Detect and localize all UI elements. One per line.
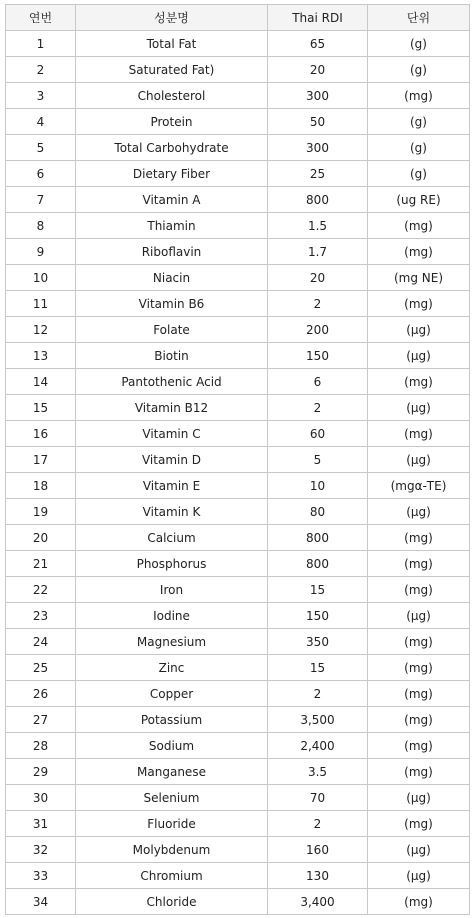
cell-rdi-value: 150 bbox=[268, 603, 368, 629]
cell-ingredient: Phosphorus bbox=[76, 551, 268, 577]
cell-rdi-value: 3.5 bbox=[268, 759, 368, 785]
cell-ingredient: Folate bbox=[76, 317, 268, 343]
cell-ingredient: Sodium bbox=[76, 733, 268, 759]
cell-ingredient: Calcium bbox=[76, 525, 268, 551]
table-row bbox=[6, 421, 470, 447]
cell-number: 18 bbox=[6, 473, 76, 499]
table-row bbox=[6, 525, 470, 551]
cell-rdi-value: 80 bbox=[268, 499, 368, 525]
cell-unit: (μg) bbox=[368, 343, 470, 369]
table-row bbox=[6, 551, 470, 577]
table-row bbox=[6, 577, 470, 603]
cell-ingredient: Iron bbox=[76, 577, 268, 603]
table-row bbox=[6, 239, 470, 265]
header-number: 연번 bbox=[6, 5, 76, 31]
cell-unit: (mg) bbox=[368, 577, 470, 603]
header-row bbox=[6, 5, 470, 31]
cell-rdi-value: 6 bbox=[268, 369, 368, 395]
cell-number: 12 bbox=[6, 317, 76, 343]
cell-number: 20 bbox=[6, 525, 76, 551]
table-header bbox=[6, 5, 470, 31]
cell-rdi-value: 15 bbox=[268, 655, 368, 681]
table-row bbox=[6, 785, 470, 811]
cell-ingredient: Iodine bbox=[76, 603, 268, 629]
table-row bbox=[6, 291, 470, 317]
header-unit: 단위 bbox=[368, 5, 470, 31]
cell-rdi-value: 2 bbox=[268, 291, 368, 317]
cell-unit: (g) bbox=[368, 135, 470, 161]
cell-unit: (mg) bbox=[368, 889, 470, 915]
cell-rdi-value: 3,400 bbox=[268, 889, 368, 915]
table-body bbox=[6, 31, 470, 915]
cell-ingredient: Protein bbox=[76, 109, 268, 135]
cell-ingredient: Vitamin C bbox=[76, 421, 268, 447]
table-row bbox=[6, 265, 470, 291]
cell-unit: (mg) bbox=[368, 681, 470, 707]
cell-number: 2 bbox=[6, 57, 76, 83]
cell-rdi-value: 60 bbox=[268, 421, 368, 447]
cell-ingredient: Fluoride bbox=[76, 811, 268, 837]
cell-ingredient: Vitamin K bbox=[76, 499, 268, 525]
table-row bbox=[6, 655, 470, 681]
cell-ingredient: Thiamin bbox=[76, 213, 268, 239]
cell-number: 29 bbox=[6, 759, 76, 785]
cell-unit: (μg) bbox=[368, 785, 470, 811]
cell-unit: (g) bbox=[368, 57, 470, 83]
cell-rdi-value: 130 bbox=[268, 863, 368, 889]
table-row bbox=[6, 395, 470, 421]
cell-number: 27 bbox=[6, 707, 76, 733]
cell-number: 16 bbox=[6, 421, 76, 447]
cell-rdi-value: 20 bbox=[268, 57, 368, 83]
cell-rdi-value: 50 bbox=[268, 109, 368, 135]
cell-unit: (mg) bbox=[368, 655, 470, 681]
cell-rdi-value: 2 bbox=[268, 811, 368, 837]
cell-rdi-value: 25 bbox=[268, 161, 368, 187]
cell-ingredient: Vitamin B6 bbox=[76, 291, 268, 317]
header-thai-rdi: Thai RDI bbox=[268, 5, 368, 31]
cell-ingredient: Manganese bbox=[76, 759, 268, 785]
cell-unit: (mg) bbox=[368, 525, 470, 551]
cell-rdi-value: 65 bbox=[268, 31, 368, 57]
table-row bbox=[6, 135, 470, 161]
cell-ingredient: Zinc bbox=[76, 655, 268, 681]
cell-ingredient: Copper bbox=[76, 681, 268, 707]
cell-ingredient: Niacin bbox=[76, 265, 268, 291]
cell-rdi-value: 15 bbox=[268, 577, 368, 603]
table-row bbox=[6, 837, 470, 863]
cell-number: 21 bbox=[6, 551, 76, 577]
cell-number: 14 bbox=[6, 369, 76, 395]
table-row bbox=[6, 629, 470, 655]
cell-ingredient: Saturated Fat) bbox=[76, 57, 268, 83]
cell-number: 22 bbox=[6, 577, 76, 603]
cell-number: 7 bbox=[6, 187, 76, 213]
cell-unit: (mg) bbox=[368, 733, 470, 759]
table-row bbox=[6, 369, 470, 395]
cell-rdi-value: 800 bbox=[268, 525, 368, 551]
cell-rdi-value: 2 bbox=[268, 681, 368, 707]
table-row bbox=[6, 733, 470, 759]
cell-number: 32 bbox=[6, 837, 76, 863]
cell-number: 17 bbox=[6, 447, 76, 473]
cell-unit: (g) bbox=[368, 161, 470, 187]
table-row bbox=[6, 213, 470, 239]
table-row bbox=[6, 707, 470, 733]
table-row bbox=[6, 83, 470, 109]
cell-rdi-value: 10 bbox=[268, 473, 368, 499]
cell-number: 34 bbox=[6, 889, 76, 915]
cell-ingredient: Vitamin B12 bbox=[76, 395, 268, 421]
cell-number: 6 bbox=[6, 161, 76, 187]
cell-unit: (μg) bbox=[368, 395, 470, 421]
cell-unit: (mg) bbox=[368, 759, 470, 785]
cell-rdi-value: 200 bbox=[268, 317, 368, 343]
table-row bbox=[6, 863, 470, 889]
cell-number: 9 bbox=[6, 239, 76, 265]
cell-unit: (g) bbox=[368, 109, 470, 135]
cell-rdi-value: 1.7 bbox=[268, 239, 368, 265]
cell-ingredient: Chloride bbox=[76, 889, 268, 915]
table-row bbox=[6, 681, 470, 707]
cell-number: 26 bbox=[6, 681, 76, 707]
cell-unit: (μg) bbox=[368, 863, 470, 889]
table-row bbox=[6, 161, 470, 187]
cell-ingredient: Cholesterol bbox=[76, 83, 268, 109]
table-row bbox=[6, 187, 470, 213]
cell-unit: (mg) bbox=[368, 239, 470, 265]
cell-rdi-value: 1.5 bbox=[268, 213, 368, 239]
cell-unit: (ug RE) bbox=[368, 187, 470, 213]
cell-unit: (mg) bbox=[368, 291, 470, 317]
cell-ingredient: Total Carbohydrate bbox=[76, 135, 268, 161]
cell-number: 13 bbox=[6, 343, 76, 369]
cell-rdi-value: 800 bbox=[268, 187, 368, 213]
cell-unit: (mg) bbox=[368, 811, 470, 837]
cell-unit: (μg) bbox=[368, 603, 470, 629]
cell-rdi-value: 160 bbox=[268, 837, 368, 863]
table-row bbox=[6, 759, 470, 785]
rdi-table-container bbox=[5, 4, 470, 915]
cell-number: 28 bbox=[6, 733, 76, 759]
table-row bbox=[6, 57, 470, 83]
cell-rdi-value: 5 bbox=[268, 447, 368, 473]
cell-unit: (mg) bbox=[368, 421, 470, 447]
cell-number: 19 bbox=[6, 499, 76, 525]
cell-number: 31 bbox=[6, 811, 76, 837]
cell-ingredient: Pantothenic Acid bbox=[76, 369, 268, 395]
cell-number: 11 bbox=[6, 291, 76, 317]
cell-rdi-value: 3,500 bbox=[268, 707, 368, 733]
table-row bbox=[6, 343, 470, 369]
cell-number: 3 bbox=[6, 83, 76, 109]
cell-number: 8 bbox=[6, 213, 76, 239]
cell-ingredient: Selenium bbox=[76, 785, 268, 811]
cell-rdi-value: 70 bbox=[268, 785, 368, 811]
cell-unit: (mg) bbox=[368, 83, 470, 109]
cell-unit: (μg) bbox=[368, 837, 470, 863]
cell-rdi-value: 350 bbox=[268, 629, 368, 655]
cell-number: 10 bbox=[6, 265, 76, 291]
cell-ingredient: Molybdenum bbox=[76, 837, 268, 863]
cell-ingredient: Chromium bbox=[76, 863, 268, 889]
cell-ingredient: Vitamin D bbox=[76, 447, 268, 473]
cell-ingredient: Total Fat bbox=[76, 31, 268, 57]
cell-rdi-value: 2 bbox=[268, 395, 368, 421]
cell-ingredient: Potassium bbox=[76, 707, 268, 733]
cell-rdi-value: 2,400 bbox=[268, 733, 368, 759]
table-row bbox=[6, 499, 470, 525]
table-row bbox=[6, 447, 470, 473]
cell-unit: (μg) bbox=[368, 447, 470, 473]
cell-number: 15 bbox=[6, 395, 76, 421]
cell-number: 30 bbox=[6, 785, 76, 811]
rdi-table bbox=[5, 4, 470, 915]
table-row bbox=[6, 31, 470, 57]
cell-unit: (mg) bbox=[368, 551, 470, 577]
cell-number: 1 bbox=[6, 31, 76, 57]
table-row bbox=[6, 889, 470, 915]
cell-ingredient: Vitamin E bbox=[76, 473, 268, 499]
cell-number: 5 bbox=[6, 135, 76, 161]
cell-ingredient: Biotin bbox=[76, 343, 268, 369]
cell-rdi-value: 300 bbox=[268, 83, 368, 109]
cell-number: 23 bbox=[6, 603, 76, 629]
cell-unit: (mg) bbox=[368, 213, 470, 239]
cell-unit: (mg) bbox=[368, 369, 470, 395]
cell-ingredient: Dietary Fiber bbox=[76, 161, 268, 187]
cell-ingredient: Vitamin A bbox=[76, 187, 268, 213]
cell-number: 25 bbox=[6, 655, 76, 681]
table-row bbox=[6, 317, 470, 343]
cell-rdi-value: 800 bbox=[268, 551, 368, 577]
cell-rdi-value: 150 bbox=[268, 343, 368, 369]
cell-rdi-value: 20 bbox=[268, 265, 368, 291]
header-ingredient: 성분명 bbox=[76, 5, 268, 31]
cell-unit: (mgα-TE) bbox=[368, 473, 470, 499]
cell-number: 24 bbox=[6, 629, 76, 655]
cell-unit: (μg) bbox=[368, 317, 470, 343]
cell-unit: (mg) bbox=[368, 707, 470, 733]
table-row bbox=[6, 603, 470, 629]
table-row bbox=[6, 473, 470, 499]
cell-unit: (μg) bbox=[368, 499, 470, 525]
cell-number: 33 bbox=[6, 863, 76, 889]
table-row bbox=[6, 811, 470, 837]
cell-unit: (mg) bbox=[368, 629, 470, 655]
cell-unit: (g) bbox=[368, 31, 470, 57]
table-row bbox=[6, 109, 470, 135]
cell-rdi-value: 300 bbox=[268, 135, 368, 161]
cell-ingredient: Magnesium bbox=[76, 629, 268, 655]
cell-ingredient: Riboflavin bbox=[76, 239, 268, 265]
cell-unit: (mg NE) bbox=[368, 265, 470, 291]
cell-number: 4 bbox=[6, 109, 76, 135]
